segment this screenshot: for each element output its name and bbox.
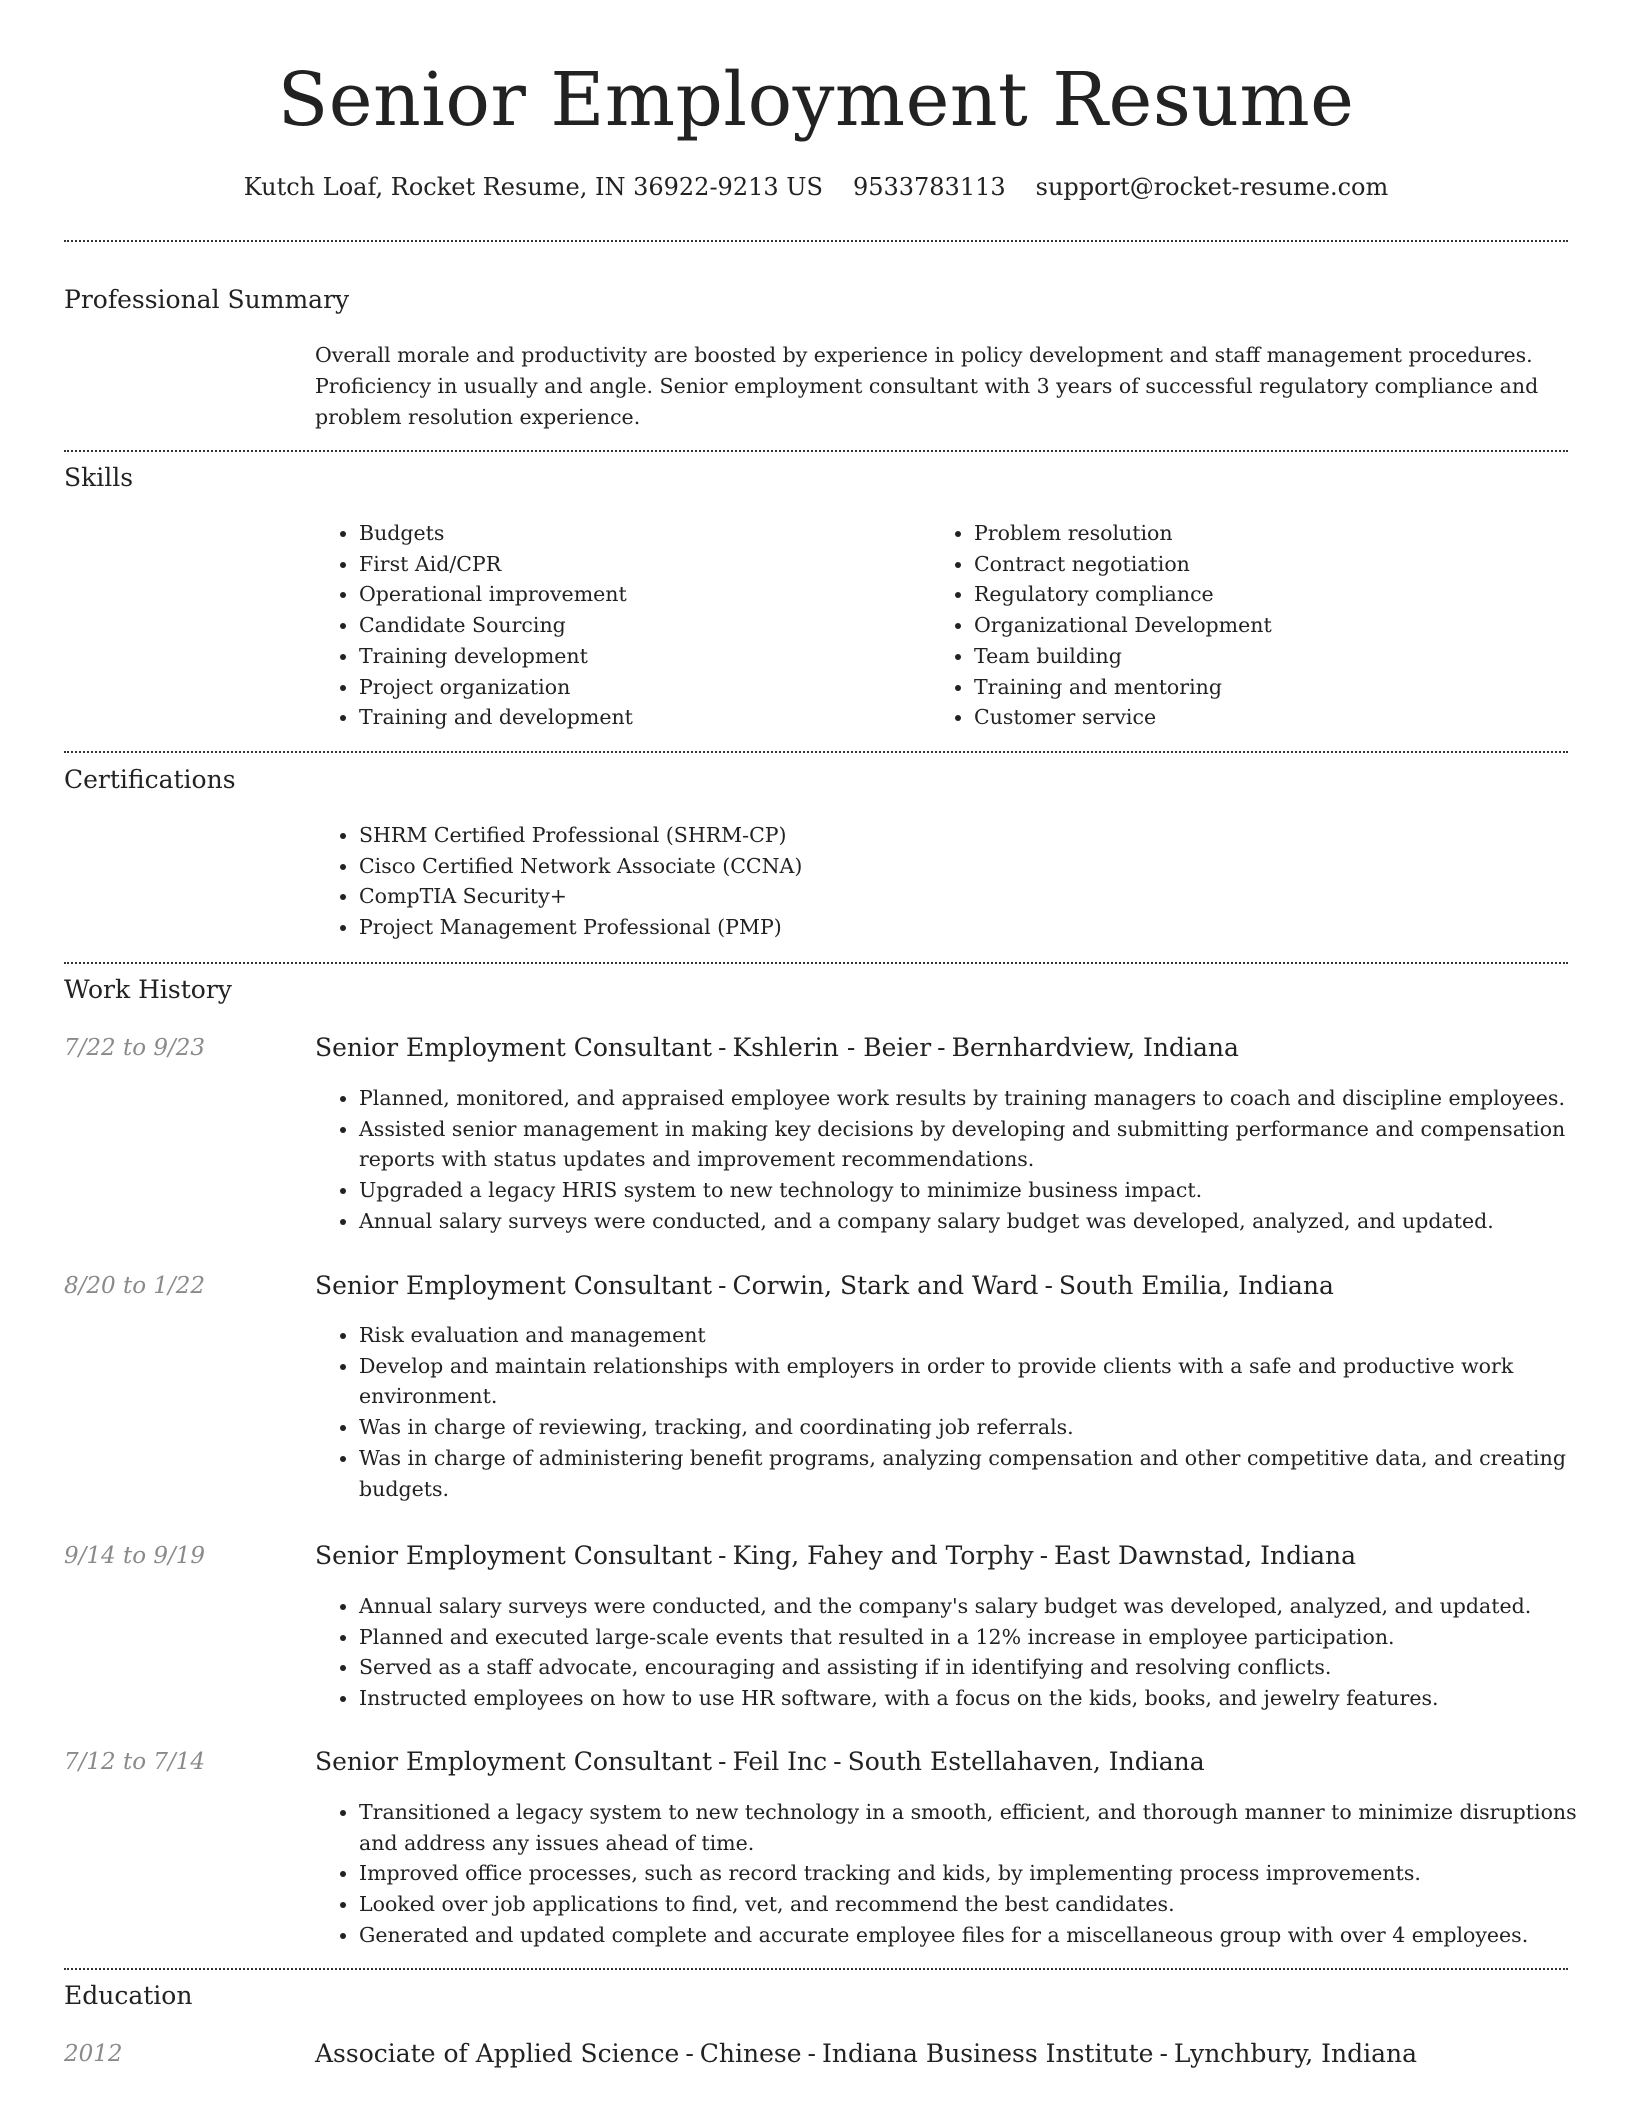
summary-heading: Professional Summary — [64, 285, 350, 314]
skill-item: • Candidate Sourcing — [359, 610, 919, 641]
job-bullet: • Instructed employees on how to use HR software, with a focus on the kids, books, and jewelry features. — [359, 1683, 1613, 1714]
job-bullet: • Upgraded a legacy HRIS system to new technology to minimize business impact. — [359, 1175, 1613, 1206]
job-bullet: • Improved office processes, such as record tracking and kids, by implementing process improvements. — [359, 1858, 1613, 1889]
skill-item: • Regulatory compliance — [974, 579, 1574, 610]
skill-item: • Contract negotiation — [974, 549, 1574, 580]
section-divider — [64, 240, 1568, 242]
contact-line — [0, 168, 1632, 206]
job-company: Kshlerin - Beier — [732, 1033, 932, 1062]
education-school: Indiana Business Institute — [821, 2039, 1154, 2068]
skills-list-left — [315, 518, 919, 733]
skill-item: • Training and mentoring — [974, 672, 1574, 703]
job-bullet: • Planned, monitored, and appraised employee work results by training managers to coach and discipline employees. — [359, 1083, 1613, 1114]
job-title-line: Senior Employment Consultant - King, Fahey and Torphy - East Dawnstad, Indiana — [315, 1541, 1357, 1570]
job-bullet: • Was in charge of reviewing, tracking, and coordinating job referrals. — [359, 1412, 1613, 1443]
job-company: King, Fahey and Torphy — [732, 1541, 1034, 1570]
certification-item: • SHRM Certified Professional (SHRM-CP) — [359, 820, 1559, 851]
certification-item: • CompTIA Security+ — [359, 881, 1559, 912]
job-dates: 7/12 to 7/14 — [64, 1749, 206, 1775]
job-bullet: • Served as a staff advocate, encouraging and assisting if in identifying and resolving conflicts. — [359, 1652, 1613, 1683]
education-field: Chinese — [699, 2039, 802, 2068]
education-heading: Education — [64, 1981, 193, 2010]
education-title-line: Associate of Applied Science - Chinese - Indiana Business Institute - Lynchbury, Indiana — [315, 2039, 1418, 2068]
contact-phone: 9533783113 — [852, 173, 1006, 201]
skill-item: • Training and development — [359, 702, 919, 733]
job-bullets — [315, 1320, 1613, 1504]
job-title: Senior Employment Consultant — [315, 1541, 712, 1570]
skill-item: • Organizational Development — [974, 610, 1574, 641]
job-title-line: Senior Employment Consultant - Feil Inc - South Estellahaven, Indiana — [315, 1747, 1205, 1776]
job-bullet: • Develop and maintain relationships with employers in order to provide clients with a safe and productive work environment. — [359, 1351, 1613, 1412]
skill-item: • First Aid/CPR — [359, 549, 919, 580]
section-divider — [64, 751, 1568, 753]
job-dates: 9/14 to 9/19 — [64, 1543, 206, 1569]
skill-item: • Project organization — [359, 672, 919, 703]
certifications-list — [315, 820, 1559, 943]
contact-address: Kutch Loaf, Rocket Resume, IN 36922-9213 US — [243, 173, 823, 201]
skills-heading: Skills — [64, 463, 134, 492]
job-bullet: • Was in charge of administering benefit programs, analyzing compensation and other competitive data, and creating budgets. — [359, 1443, 1613, 1504]
job-bullets — [315, 1591, 1613, 1714]
job-bullet: • Annual salary surveys were conducted, and a company salary budget was developed, analyzed, and updated. — [359, 1206, 1613, 1237]
job-title-line: Senior Employment Consultant - Corwin, Stark and Ward - South Emilia, Indiana — [315, 1271, 1334, 1300]
job-location: South Estellahaven, Indiana — [847, 1747, 1205, 1776]
job-company: Feil Inc — [732, 1747, 828, 1776]
job-bullets — [315, 1083, 1613, 1237]
job-location: South Emilia, Indiana — [1058, 1271, 1334, 1300]
job-location: East Dawnstad, Indiana — [1054, 1541, 1357, 1570]
job-bullet: • Assisted senior management in making key decisions by developing and submitting performance and compensation reports with status updates and improvement recommendations. — [359, 1114, 1613, 1175]
skill-item: • Training development — [359, 641, 919, 672]
job-title-line: Senior Employment Consultant - Kshlerin - Beier - Bernhardview, Indiana — [315, 1033, 1239, 1062]
contact-email: support@rocket-resume.com — [1035, 173, 1389, 201]
education-year: 2012 — [64, 2041, 123, 2067]
skill-item: • Problem resolution — [974, 518, 1574, 549]
job-bullet: • Risk evaluation and management — [359, 1320, 1613, 1351]
job-bullets — [315, 1797, 1613, 1951]
education-degree: Associate of Applied Science — [315, 2039, 680, 2068]
job-title: Senior Employment Consultant — [315, 1747, 712, 1776]
job-title: Senior Employment Consultant — [315, 1033, 712, 1062]
job-bullet: • Annual salary surveys were conducted, and the company's salary budget was developed, analyzed, and updated. — [359, 1591, 1613, 1622]
skill-item: • Operational improvement — [359, 579, 919, 610]
job-company: Corwin, Stark and Ward — [732, 1271, 1039, 1300]
job-dates: 7/22 to 9/23 — [64, 1035, 206, 1061]
education-location: Lynchbury, Indiana — [1173, 2039, 1418, 2068]
certification-item: • Project Management Professional (PMP) — [359, 912, 1559, 943]
resume-title: Senior Employment Resume — [277, 57, 1355, 143]
job-bullet: • Transitioned a legacy system to new technology in a smooth, efficient, and thorough manner to minimize disruptions and address any issues ahead of time. — [359, 1797, 1613, 1858]
skills-list-right — [930, 518, 1574, 733]
job-dates: 8/20 to 1/22 — [64, 1273, 206, 1299]
section-divider — [64, 962, 1568, 964]
job-bullet: • Generated and updated complete and accurate employee files for a miscellaneous group with over 4 employees. — [359, 1920, 1613, 1951]
work-heading: Work History — [64, 975, 232, 1004]
section-divider — [64, 450, 1568, 452]
certifications-heading: Certifications — [64, 765, 236, 794]
skill-item: • Customer service — [974, 702, 1574, 733]
section-divider — [64, 1968, 1568, 1970]
certification-item: • Cisco Certified Network Associate (CCNA) — [359, 851, 1559, 882]
job-bullet: • Looked over job applications to find, vet, and recommend the best candidates. — [359, 1889, 1613, 1920]
skill-item: • Team building — [974, 641, 1574, 672]
summary-text: Overall morale and productivity are boosted by experience in policy development and staff management procedures. Proficiency in usually and angle. Senior employment consultant with 3 years of successful regulatory compliance and problem resolution experience. — [315, 343, 1539, 429]
job-title: Senior Employment Consultant — [315, 1271, 712, 1300]
job-bullet: • Planned and executed large-scale events that resulted in a 12% increase in employee participation. — [359, 1622, 1613, 1653]
job-location: Bernhardview, Indiana — [951, 1033, 1239, 1062]
skill-item: • Budgets — [359, 518, 919, 549]
